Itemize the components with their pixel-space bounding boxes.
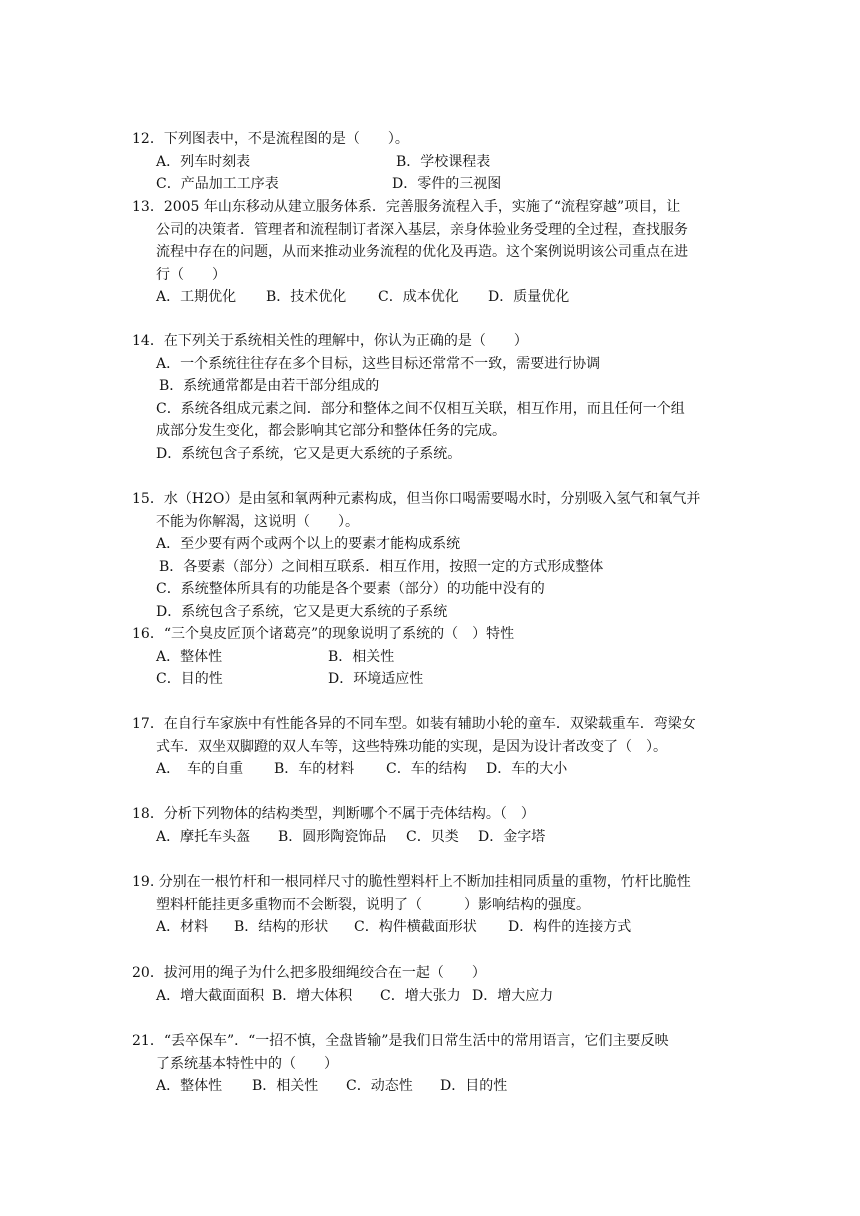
option-b: B．各要素（部分）之间相互联系．相互作用，按照一定的方式形成整体	[159, 558, 604, 575]
question-16-options-row2	[132, 668, 742, 691]
option-d: D．目的性	[440, 1078, 508, 1094]
question-13	[132, 196, 742, 309]
option-a: A．至少要有两个或两个以上的要素才能构成系统	[156, 536, 461, 552]
option-c: C．系统整体所具有的功能是各个要素（部分）的功能中没有的	[156, 581, 545, 597]
question-21-stem-line2: 了系统基本特性中的（ ）	[156, 1055, 338, 1072]
question-12-options-row1	[132, 151, 742, 174]
question-15	[132, 488, 742, 623]
option-b: B．结构的形状	[234, 919, 329, 935]
option-d: D．质量优化	[488, 289, 570, 305]
question-17	[132, 713, 742, 781]
option-c-line1: C．系统各组成元素之间．部分和整体之间不仅相互关联，相互作用，而且任何一个组	[156, 400, 685, 417]
option-c: C．目的性	[156, 671, 223, 687]
question-17-stem-line1: 17．在自行车家族中有性能各异的不同车型。如装有辅助小轮的童车．双梁载重车．弯梁女	[132, 716, 696, 732]
option-d: D．增大应力	[472, 987, 554, 1004]
option-d: D．零件的三视图	[392, 176, 502, 192]
option-b: B．相关性	[328, 648, 395, 665]
question-16	[132, 623, 742, 691]
question-15-stem-line1: 15．水（H2O）是由氢和氧两种元素构成，但当你口喝需要喝水时，分别吸入氢气和氧气并	[132, 491, 701, 507]
option-a: A．材料	[156, 919, 209, 935]
question-16-options-row1	[132, 646, 742, 669]
question-12-options-row2	[132, 173, 742, 196]
option-c: C．动态性	[346, 1078, 413, 1094]
question-13-options	[132, 286, 742, 309]
question-19	[132, 871, 742, 939]
option-b: B．车的材料	[274, 761, 355, 777]
option-c: C．构件横截面形状	[354, 919, 477, 935]
option-a: A． 车的自重	[156, 761, 244, 777]
option-b: B．学校课程表	[396, 153, 491, 170]
option-b: B．技术优化	[266, 289, 347, 305]
question-21-stem-line1: 21．“丢卒保车”．“一招不慎，全盘皆输”是我们日常生活中的常用语言，它们主要反映	[132, 1033, 669, 1049]
question-20-stem: 20．拔河用的绳子为什么把多股细绳绞合在一起（ ）	[132, 965, 486, 981]
question-20-options	[132, 985, 742, 1008]
question-12	[132, 128, 742, 196]
option-d: D．环境适应性	[328, 671, 424, 687]
option-b: B．增大体积	[272, 987, 353, 1004]
question-12-stem: 12．下列图表中，不是流程图的是（ ）。	[132, 131, 409, 147]
option-c-line2: 成部分发生变化，都会影响其它部分和整体任务的完成。	[156, 423, 506, 439]
question-19-options	[132, 916, 742, 939]
question-13-stem-line2: 公司的决策者．管理者和流程制订者深入基层，亲身体验业务受理的全过程，查找服务	[156, 221, 688, 238]
option-a: A．整体性	[156, 648, 223, 665]
option-a: A．增大截面面积	[156, 987, 265, 1004]
question-18-options	[132, 826, 742, 849]
option-b: B．相关性	[252, 1078, 319, 1094]
option-b: B．系统通常都是由若干部分组成的	[159, 378, 380, 394]
option-a: A．摩托车头盔	[156, 828, 251, 845]
option-a: A．整体性	[156, 1078, 223, 1094]
option-b: B．圆形陶瓷饰品	[278, 828, 387, 845]
question-21-options	[132, 1075, 742, 1098]
option-c: C．成本优化	[378, 289, 459, 305]
option-a: A．列车时刻表	[156, 153, 251, 170]
option-d: D．构件的连接方式	[508, 919, 632, 935]
question-13-stem-line4: 行（ ）	[156, 266, 226, 283]
question-20	[132, 962, 742, 1007]
option-a: A．一个系统往往存在多个目标，这些目标还常常不一致，需要进行协调	[156, 355, 601, 372]
question-21	[132, 1030, 742, 1098]
option-c: C．车的结构	[386, 761, 467, 777]
question-13-stem-line3: 流程中存在的问题，从而来推动业务流程的优化及再造。这个案例说明该公司重点在进	[156, 244, 688, 260]
option-d: D．系统包含子系统，它又是更大系统的子系统	[156, 603, 448, 620]
question-15-stem-line2: 不能为你解渴，这说明（ ）。	[156, 513, 359, 530]
question-17-stem-line2: 式车．双坐双脚蹬的双人车等，这些特殊功能的实现，是因为设计者改变了（ ）。	[156, 738, 667, 755]
question-14-stem: 14．在下列关于系统相关性的理解中，你认为正确的是（ ）	[132, 333, 528, 349]
question-18	[132, 803, 742, 848]
question-17-options	[132, 758, 742, 781]
option-a: A．工期优化	[156, 289, 237, 305]
option-d: D．金字塔	[478, 828, 546, 845]
option-c: C．产品加工工序表	[156, 176, 279, 192]
option-d: D．车的大小	[486, 761, 568, 777]
question-19-stem-line1: 19. 分别在一根竹杆和一根同样尺寸的脆性塑料杆上不断加挂相同质量的重物，竹杆比脆性	[132, 874, 691, 890]
option-d: D．系统包含子系统，它又是更大系统的子系统。	[156, 445, 462, 462]
question-13-stem-line1: 13．2005 年山东移动从建立服务体系．完善服务流程入手，实施了“流程穿越”项目，让	[132, 199, 681, 215]
question-16-stem: 16．“三个臭皮匠顶个诸葛亮”的现象说明了系统的（ ）特性	[132, 626, 515, 642]
option-c: C．增大张力	[380, 987, 461, 1004]
question-14	[132, 330, 742, 465]
question-19-stem-line2: 塑料杆能挂更多重物而不会断裂，说明了（ ）影响结构的强度。	[156, 896, 590, 913]
option-c: C．贝类	[406, 828, 459, 845]
question-18-stem: 18．分析下列物体的结构类型，判断哪个不属于壳体结构。（ ）	[132, 806, 535, 822]
